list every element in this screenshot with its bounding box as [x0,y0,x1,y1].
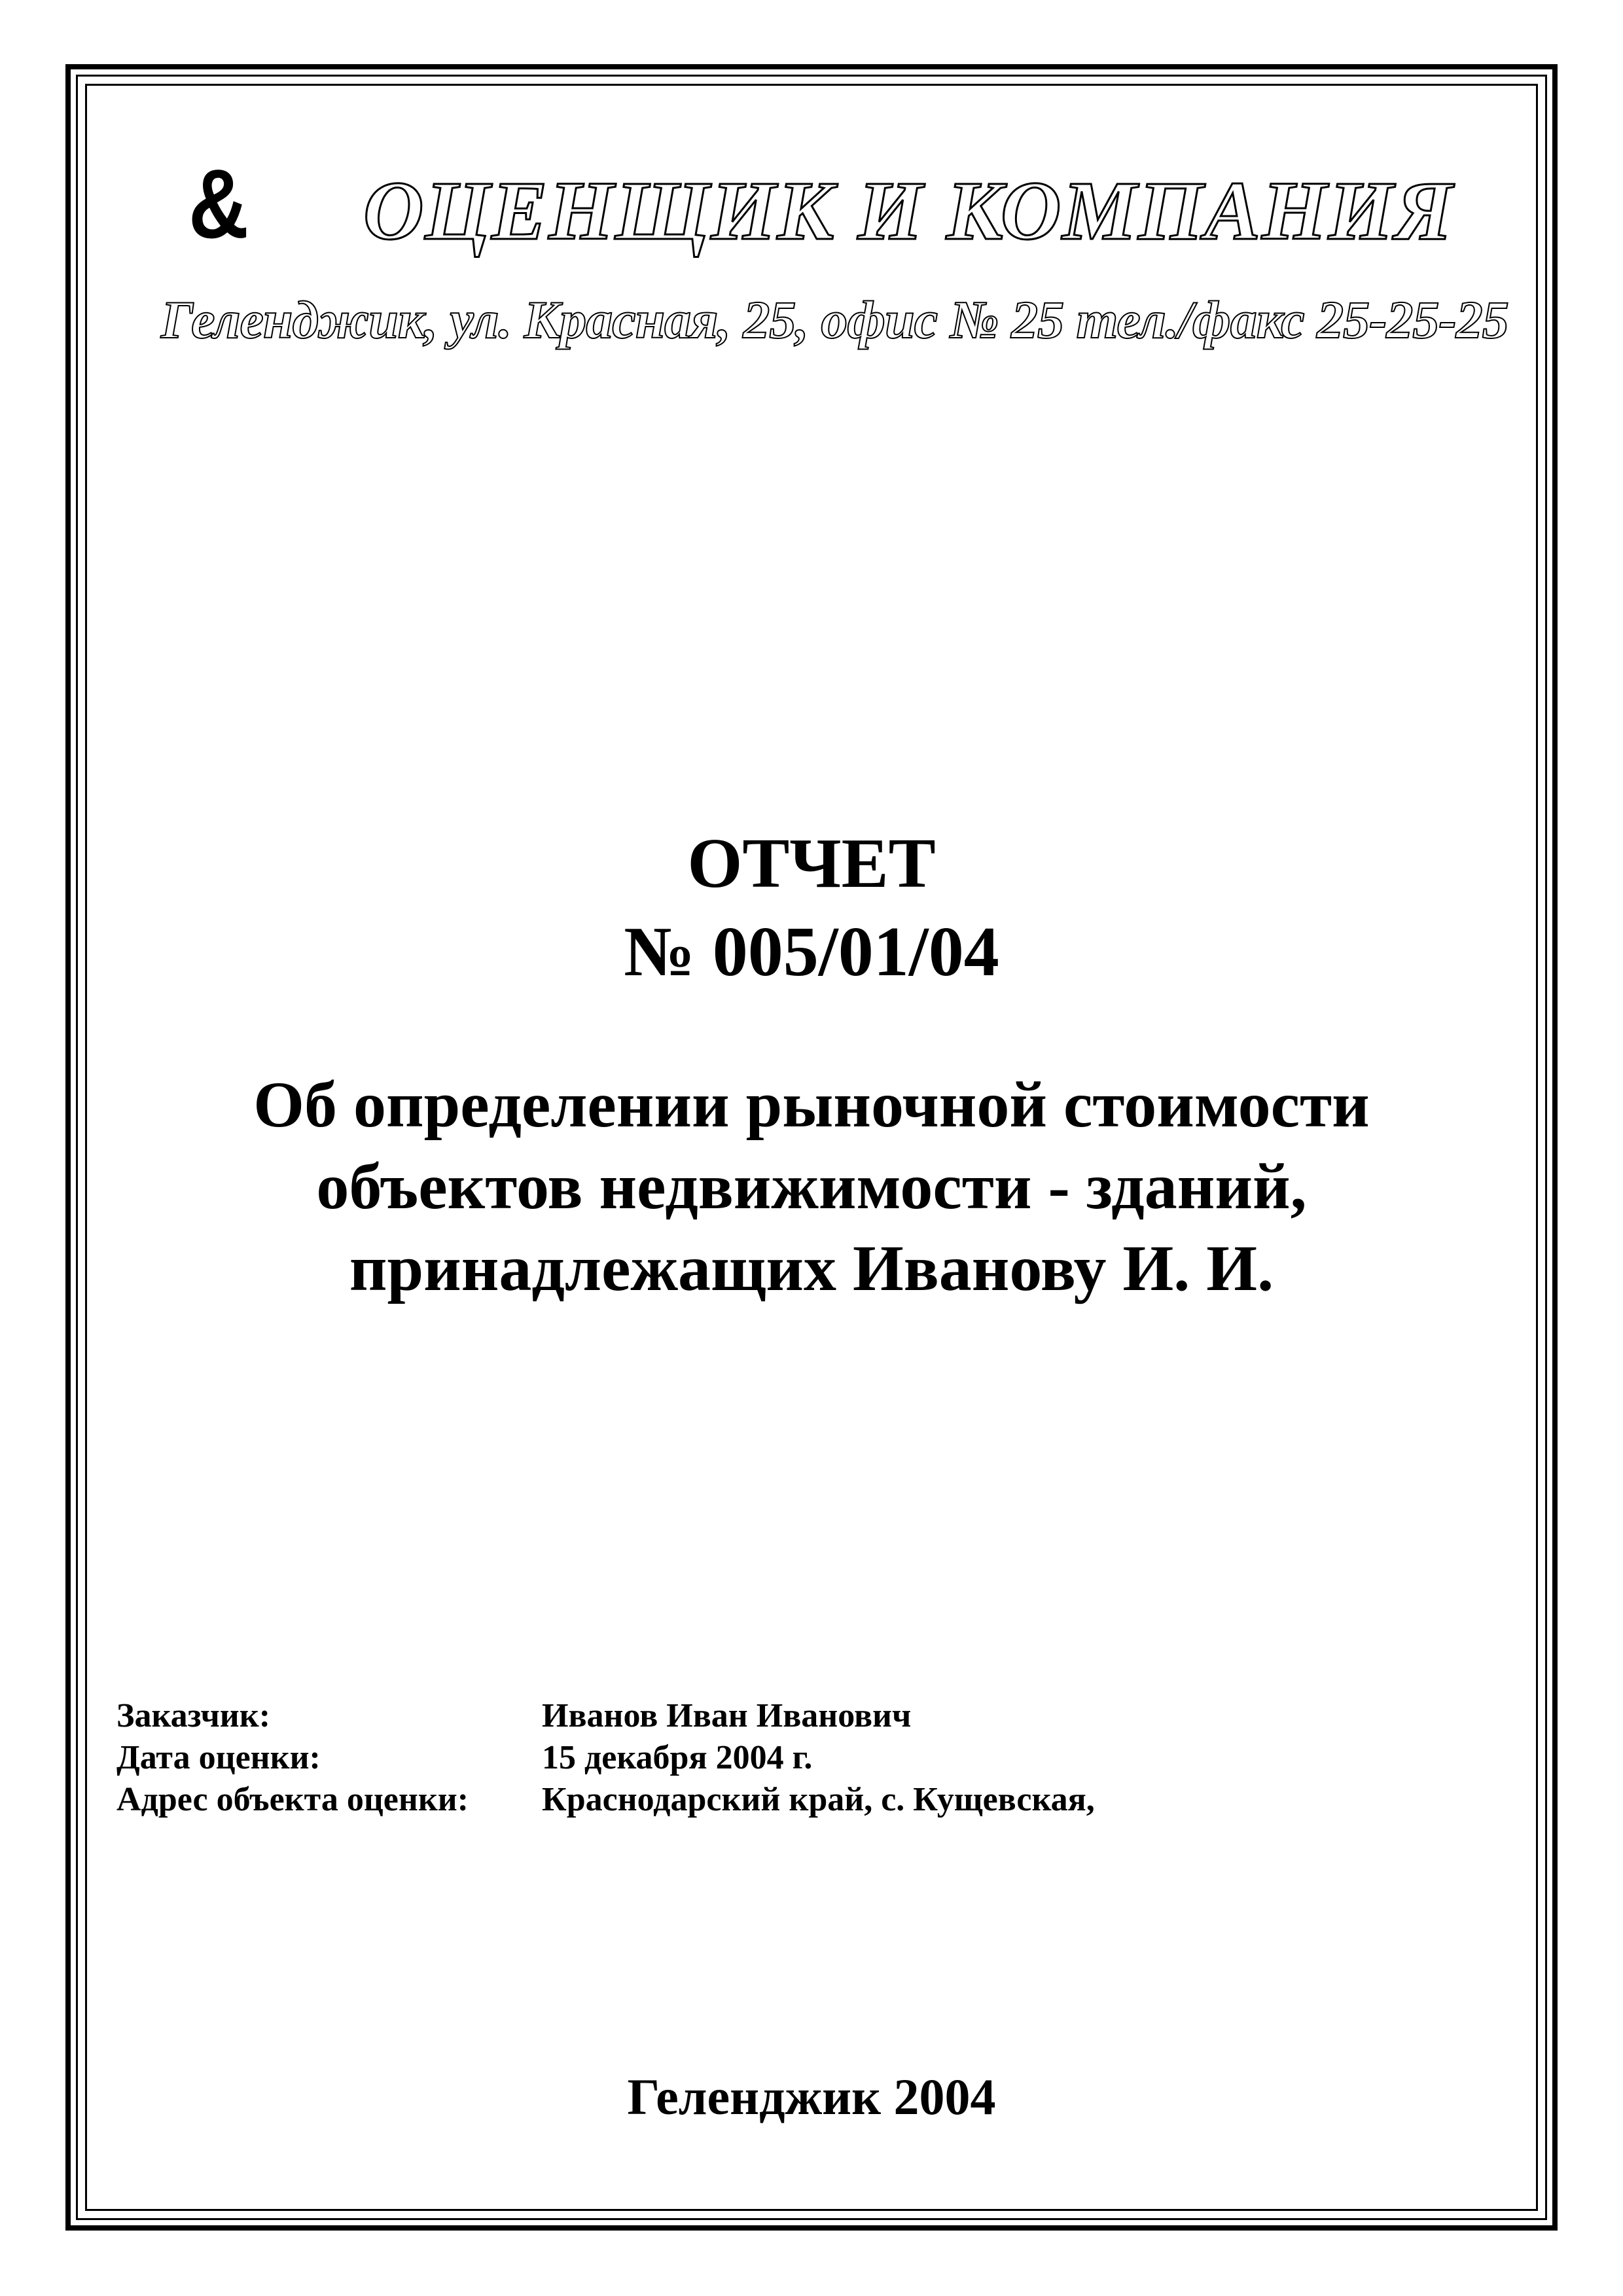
report-subject-line: Об определении рыночной стоимости [253,1068,1370,1141]
details-value: Краснодарский край, с. Кущевская, [542,1781,1095,1818]
details-value: Иванов Иван Иванович [542,1697,912,1734]
report-subject [105,1064,1518,1309]
report-number: № 005/01/04 [624,913,999,991]
footer-city-year: Геленджик 2004 [627,2068,996,2125]
details-row-customer [116,1695,1095,1737]
details-label: Заказчик: [116,1697,271,1734]
details-label: Дата оценки: [116,1739,321,1776]
company-name: ОЦЕНЩИК И КОМПАНИЯ [363,164,1454,257]
report-details [116,1695,1095,1821]
report-subject-line: принадлежащих Иванову И. И. [349,1232,1274,1304]
details-label: Адрес объекта оценки: [116,1781,469,1818]
details-row-address [116,1779,1095,1821]
details-value: 15 декабря 2004 г. [542,1739,813,1776]
company-address: Геленджик, ул. Красная, 25, офис № 25 тел./факс 25-25-25 [161,290,1508,350]
report-subject-line: объектов недвижимости - зданий, [316,1150,1307,1223]
report-title: ОТЧЕТ [687,825,936,903]
company-logo-ampersand: & [188,149,249,259]
details-row-date [116,1737,1095,1779]
